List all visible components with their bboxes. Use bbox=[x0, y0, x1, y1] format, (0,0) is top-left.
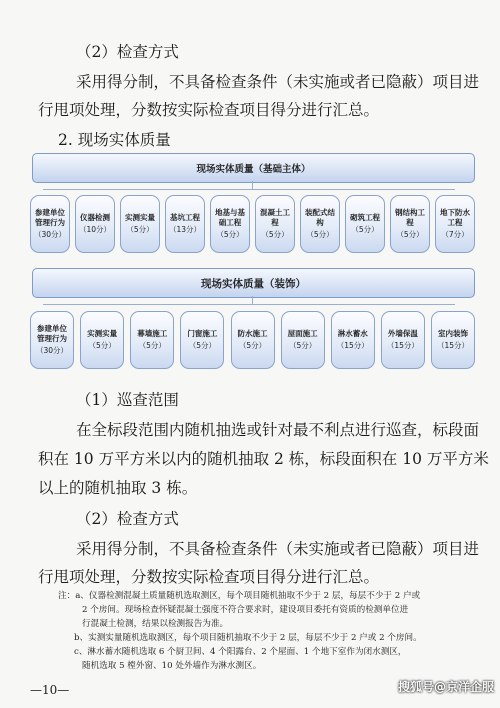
note-line: 2 个房间。现场检查怀疑混凝土强度不符合要求时，建设项目委托有资质的检测单位进 bbox=[82, 605, 409, 615]
diagram1-box-score: （30分） bbox=[33, 230, 67, 239]
diagram2-box-name: 幕墙施工 bbox=[137, 329, 168, 338]
diagram1-title: 现场实体质量（基础主体） bbox=[196, 164, 311, 175]
diagram1-box bbox=[435, 195, 475, 253]
note-line: c、淋水蓄水随机选取 6 个厨卫间、4 个阳露台、2 个屋面、1 个地下室作为闭水测区， bbox=[74, 647, 407, 657]
paragraph-line: 在全标段范围内随机抽选或针对最不利点进行巡查，标段面 bbox=[76, 421, 480, 439]
diagram2-box bbox=[130, 311, 174, 369]
diagram2-title-banner bbox=[32, 268, 475, 298]
diagram1-box-score: （7分） bbox=[441, 230, 469, 239]
diagram2-box-score: （5分） bbox=[288, 341, 317, 350]
connector-line bbox=[43, 304, 455, 305]
diagram2-box bbox=[431, 311, 475, 369]
diagram1-box-score: （5分） bbox=[126, 225, 154, 234]
diagram1-box-name: 参建单位 管理行为 bbox=[35, 208, 65, 227]
paragraph-line: 积在 10 万平方米以内的随机抽取 2 栋，标段面积在 10 万平方米 bbox=[38, 450, 489, 468]
section-heading-check-method-top: （2）检查方式 bbox=[76, 43, 179, 61]
connector-line bbox=[252, 181, 253, 189]
diagram1-box-name: 仪器检测 bbox=[80, 213, 110, 222]
diagram1-box bbox=[390, 195, 430, 253]
diagram1-box-name: 装配式结 构 bbox=[305, 208, 335, 227]
diagram2-box bbox=[331, 311, 375, 369]
diagram2-title: 现场实体质量（装饰） bbox=[201, 277, 306, 290]
section-heading-scope: （1）巡查范围 bbox=[76, 391, 179, 409]
note-line: 注：a、仪器检测混凝土质量随机选取测区，每个项目随机抽取不少于 2 层，每层不少于 2 户或 bbox=[58, 591, 421, 601]
diagram2-box-name: 外墙保温 bbox=[387, 329, 418, 338]
diagram2-box-name: 室内装饰 bbox=[438, 329, 468, 338]
section-title: 2. 现场实体质量 bbox=[58, 131, 171, 149]
diagram2-box-name: 参建单位 管理行为 bbox=[37, 324, 67, 343]
diagram1-box bbox=[120, 195, 160, 253]
diagram1-box-name: 砌筑工程 bbox=[350, 213, 380, 222]
diagram1-box bbox=[210, 195, 250, 253]
diagram1-box bbox=[255, 195, 295, 253]
diagram1-title-banner bbox=[32, 153, 475, 183]
diagram1-box-row bbox=[30, 195, 475, 253]
diagram1-box-name: 地下防水 工程 bbox=[440, 208, 470, 227]
diagram2-box bbox=[30, 311, 74, 369]
diagram2-box-score: （5分） bbox=[238, 341, 267, 350]
paragraph-line: 行甩项处理，分数按实际检查项目得分进行汇总。 bbox=[38, 568, 380, 586]
diagram2-box-name: 淋水蓄水 bbox=[337, 329, 368, 338]
diagram2-box-name: 门窗施工 bbox=[187, 329, 218, 338]
connector-line bbox=[252, 296, 253, 304]
diagram1-box-score: （5分） bbox=[396, 230, 424, 239]
diagram1-box-name: 钢结构工 程 bbox=[395, 208, 425, 227]
diagram1-box bbox=[300, 195, 340, 253]
note-line: 行混凝土检测，结果以检测报告为准。 bbox=[82, 619, 229, 629]
watermark: 搜狐号@京洋企服 bbox=[397, 680, 494, 694]
note-line: b、实测实量随机选取测区，每个项目随机抽取不少于 2 层，每层不少于 2 户或 2 个房间。 bbox=[74, 633, 422, 643]
diagram1-box-name: 混凝土工 程 bbox=[260, 208, 290, 227]
diagram1-box-name: 实测实量 bbox=[125, 213, 155, 222]
diagram1-box-name: 基坑工程 bbox=[170, 213, 200, 222]
diagram2-box-score: （15分） bbox=[336, 341, 369, 350]
page-number: —10— bbox=[30, 683, 70, 697]
diagram2-box bbox=[80, 311, 124, 369]
diagram1-box-score: （5分） bbox=[351, 225, 379, 234]
section-heading-check-method: （2）检查方式 bbox=[76, 510, 179, 528]
diagram2-box-score: （30分） bbox=[35, 346, 69, 355]
diagram2-box-score: （15分） bbox=[436, 341, 470, 350]
diagram2-box bbox=[231, 311, 275, 369]
diagram2-box-score: （5分） bbox=[138, 341, 166, 350]
note-line: 随机选取 5 樘外窗、10 处外墙作为淋水测区。 bbox=[82, 661, 262, 671]
paragraph-line: 以上的随机抽取 3 栋。 bbox=[38, 479, 198, 497]
diagram2-box-score: （5分） bbox=[188, 341, 217, 350]
diagram1-box-score: （13分） bbox=[168, 225, 202, 234]
paragraph-line: 行甩项处理，分数按实际检查项目得分进行汇总。 bbox=[38, 101, 380, 119]
diagram2-box-name: 屋面施工 bbox=[287, 329, 318, 338]
connector-line bbox=[43, 189, 455, 190]
diagram2-box bbox=[281, 311, 325, 369]
diagram2-box bbox=[180, 311, 224, 369]
paragraph-line: 采用得分制，不具备检查条件（未实施或者已隐蔽）项目进 bbox=[76, 73, 480, 91]
diagram1-box bbox=[75, 195, 115, 253]
paragraph-line: 采用得分制，不具备检查条件（未实施或者已隐蔽）项目进 bbox=[76, 540, 480, 558]
diagram1-box-score: （5分） bbox=[216, 230, 244, 239]
diagram1-box-name: 地基与基 础工程 bbox=[215, 208, 245, 227]
diagram2-box-row bbox=[30, 311, 475, 369]
diagram1-box-score: （5分） bbox=[261, 230, 289, 239]
diagram1-box-score: （10分） bbox=[78, 225, 112, 234]
diagram1-box bbox=[345, 195, 385, 253]
diagram2-box-score: （5分） bbox=[88, 341, 116, 350]
diagram1-box bbox=[165, 195, 205, 253]
diagram1-box bbox=[30, 195, 70, 253]
diagram1-box-score: （5分） bbox=[306, 230, 334, 239]
diagram2-box-score: （15分） bbox=[386, 341, 419, 350]
diagram2-box-name: 防水施工 bbox=[237, 329, 268, 338]
diagram2-box bbox=[381, 311, 425, 369]
diagram2-box-name: 实测实量 bbox=[87, 329, 118, 338]
